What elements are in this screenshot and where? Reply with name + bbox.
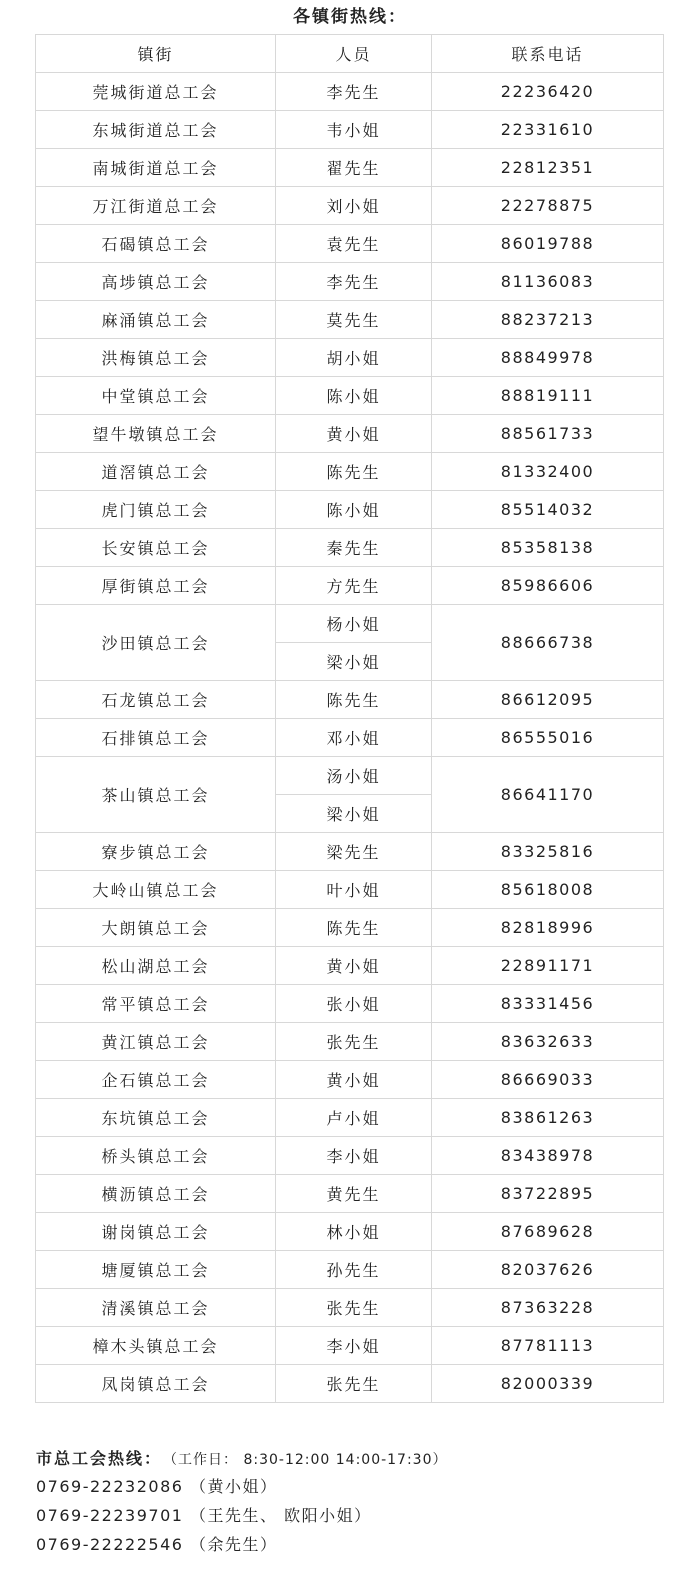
town-cell: 茶山镇总工会	[36, 757, 276, 833]
table-header-row	[36, 35, 664, 73]
town-cell: 大岭山镇总工会	[36, 871, 276, 909]
phone-cell: 88819111	[432, 377, 664, 415]
person-cell: 黄先生	[276, 1175, 432, 1213]
phone-cell: 85986606	[432, 567, 664, 605]
town-cell: 石碣镇总工会	[36, 225, 276, 263]
phone-cell: 83632633	[432, 1023, 664, 1061]
city-phone: 0769-22232086 （黄小姐）	[36, 1477, 278, 1496]
person-cell: 莫先生	[276, 301, 432, 339]
table-row	[36, 1023, 664, 1061]
town-cell: 长安镇总工会	[36, 529, 276, 567]
phone-cell: 83438978	[432, 1137, 664, 1175]
town-cell: 石龙镇总工会	[36, 681, 276, 719]
table-row	[36, 719, 664, 757]
table-row	[36, 377, 664, 415]
table-row	[36, 1137, 664, 1175]
phone-cell: 22278875	[432, 187, 664, 225]
table-row	[36, 1213, 664, 1251]
person-cell: 袁先生	[276, 225, 432, 263]
table-row	[36, 947, 664, 985]
phone-cell: 86612095	[432, 681, 664, 719]
person-cell: 梁小姐	[276, 643, 432, 681]
person-cell: 秦先生	[276, 529, 432, 567]
table-row	[36, 301, 664, 339]
table-row	[36, 149, 664, 187]
table-row	[36, 1327, 664, 1365]
table-row	[36, 491, 664, 529]
table-row	[36, 111, 664, 149]
table-row	[36, 339, 664, 377]
person-cell: 张先生	[276, 1023, 432, 1061]
town-cell: 中堂镇总工会	[36, 377, 276, 415]
town-cell: 凤岗镇总工会	[36, 1365, 276, 1403]
table-row	[36, 681, 664, 719]
header-town: 镇街	[36, 35, 276, 73]
phone-cell: 22891171	[432, 947, 664, 985]
phone-cell: 87781113	[432, 1327, 664, 1365]
town-cell: 松山湖总工会	[36, 947, 276, 985]
person-cell: 陈小姐	[276, 377, 432, 415]
town-cell: 麻涌镇总工会	[36, 301, 276, 339]
phone-cell: 22236420	[432, 73, 664, 111]
town-cell: 大朗镇总工会	[36, 909, 276, 947]
work-hours: （工作日： 8:30-12:00 14:00-17:30）	[170, 1452, 448, 1468]
city-phone: 0769-22222546 （余先生）	[36, 1535, 278, 1554]
town-cell: 企石镇总工会	[36, 1061, 276, 1099]
phone-cell: 22331610	[432, 111, 664, 149]
phone-cell: 88237213	[432, 301, 664, 339]
person-cell: 陈先生	[276, 453, 432, 491]
person-cell: 叶小姐	[276, 871, 432, 909]
person-cell: 黄小姐	[276, 947, 432, 985]
town-cell: 横沥镇总工会	[36, 1175, 276, 1213]
table-row	[36, 225, 664, 263]
phone-cell: 82818996	[432, 909, 664, 947]
phone-cell: 87689628	[432, 1213, 664, 1251]
phone-cell: 86669033	[432, 1061, 664, 1099]
table-row	[36, 985, 664, 1023]
phone-cell: 88666738	[432, 605, 664, 681]
phone-cell: 81136083	[432, 263, 664, 301]
town-cell: 道滘镇总工会	[36, 453, 276, 491]
town-cell: 南城街道总工会	[36, 149, 276, 187]
phone-cell: 83325816	[432, 833, 664, 871]
table-row	[36, 187, 664, 225]
person-cell: 杨小姐	[276, 605, 432, 643]
phone-cell: 85358138	[432, 529, 664, 567]
table-row	[36, 1175, 664, 1213]
person-cell: 黄小姐	[276, 415, 432, 453]
town-cell: 塘厦镇总工会	[36, 1251, 276, 1289]
person-cell: 翟先生	[276, 149, 432, 187]
person-cell: 李小姐	[276, 1327, 432, 1365]
phone-cell: 81332400	[432, 453, 664, 491]
phone-cell: 87363228	[432, 1289, 664, 1327]
person-cell: 李先生	[276, 263, 432, 301]
town-cell: 万江街道总工会	[36, 187, 276, 225]
table-row	[36, 1099, 664, 1137]
person-cell: 黄小姐	[276, 1061, 432, 1099]
table-row	[36, 871, 664, 909]
person-cell: 梁先生	[276, 833, 432, 871]
table-row	[36, 1289, 664, 1327]
phone-cell: 83722895	[432, 1175, 664, 1213]
town-cell: 黄江镇总工会	[36, 1023, 276, 1061]
person-cell: 陈先生	[276, 909, 432, 947]
table-row	[36, 415, 664, 453]
phone-cell: 82000339	[432, 1365, 664, 1403]
table-row	[36, 453, 664, 491]
header-person: 人员	[276, 35, 432, 73]
table-row	[36, 909, 664, 947]
person-cell: 邓小姐	[276, 719, 432, 757]
person-cell: 孙先生	[276, 1251, 432, 1289]
town-cell: 高埗镇总工会	[36, 263, 276, 301]
phone-cell: 82037626	[432, 1251, 664, 1289]
table-row	[36, 833, 664, 871]
town-cell: 莞城街道总工会	[36, 73, 276, 111]
person-cell: 张小姐	[276, 985, 432, 1023]
person-cell: 张先生	[276, 1289, 432, 1327]
person-cell: 梁小姐	[276, 795, 432, 833]
town-cell: 东坑镇总工会	[36, 1099, 276, 1137]
table-body	[36, 73, 664, 1403]
table-row	[36, 1365, 664, 1403]
person-cell: 林小姐	[276, 1213, 432, 1251]
phone-cell: 85514032	[432, 491, 664, 529]
person-cell: 李先生	[276, 73, 432, 111]
phone-cell: 83861263	[432, 1099, 664, 1137]
town-cell: 沙田镇总工会	[36, 605, 276, 681]
person-cell: 陈先生	[276, 681, 432, 719]
table-row	[36, 73, 664, 111]
table-row	[36, 529, 664, 567]
phone-cell: 86555016	[432, 719, 664, 757]
phone-cell: 83331456	[432, 985, 664, 1023]
person-cell: 胡小姐	[276, 339, 432, 377]
person-cell: 李小姐	[276, 1137, 432, 1175]
town-cell: 桥头镇总工会	[36, 1137, 276, 1175]
town-cell: 寮步镇总工会	[36, 833, 276, 871]
town-cell: 石排镇总工会	[36, 719, 276, 757]
person-cell: 汤小姐	[276, 757, 432, 795]
header-phone: 联系电话	[432, 35, 664, 73]
town-cell: 谢岗镇总工会	[36, 1213, 276, 1251]
person-cell: 张先生	[276, 1365, 432, 1403]
page-title: 各镇街热线：	[293, 7, 407, 27]
table-row	[36, 757, 664, 795]
town-cell: 厚街镇总工会	[36, 567, 276, 605]
phone-cell: 88849978	[432, 339, 664, 377]
city-hotline-label: 市总工会热线：	[36, 1449, 163, 1468]
table-row	[36, 567, 664, 605]
table-row	[36, 263, 664, 301]
town-cell: 常平镇总工会	[36, 985, 276, 1023]
person-cell: 陈小姐	[276, 491, 432, 529]
town-cell: 樟木头镇总工会	[36, 1327, 276, 1365]
town-cell: 东城街道总工会	[36, 111, 276, 149]
person-cell: 方先生	[276, 567, 432, 605]
person-cell: 刘小姐	[276, 187, 432, 225]
phone-cell: 22812351	[432, 149, 664, 187]
table-row	[36, 1061, 664, 1099]
phone-cell: 86019788	[432, 225, 664, 263]
phone-cell: 88561733	[432, 415, 664, 453]
town-cell: 清溪镇总工会	[36, 1289, 276, 1327]
phone-cell: 85618008	[432, 871, 664, 909]
phone-cell: 86641170	[432, 757, 664, 833]
city-hotline	[36, 1446, 676, 1559]
table-row	[36, 1251, 664, 1289]
town-cell: 洪梅镇总工会	[36, 339, 276, 377]
hotline-table	[35, 34, 664, 1403]
town-cell: 望牛墩镇总工会	[36, 415, 276, 453]
town-cell: 虎门镇总工会	[36, 491, 276, 529]
person-cell: 韦小姐	[276, 111, 432, 149]
person-cell: 卢小姐	[276, 1099, 432, 1137]
table-row	[36, 605, 664, 643]
city-phone: 0769-22239701 （王先生、 欧阳小姐）	[36, 1506, 372, 1525]
